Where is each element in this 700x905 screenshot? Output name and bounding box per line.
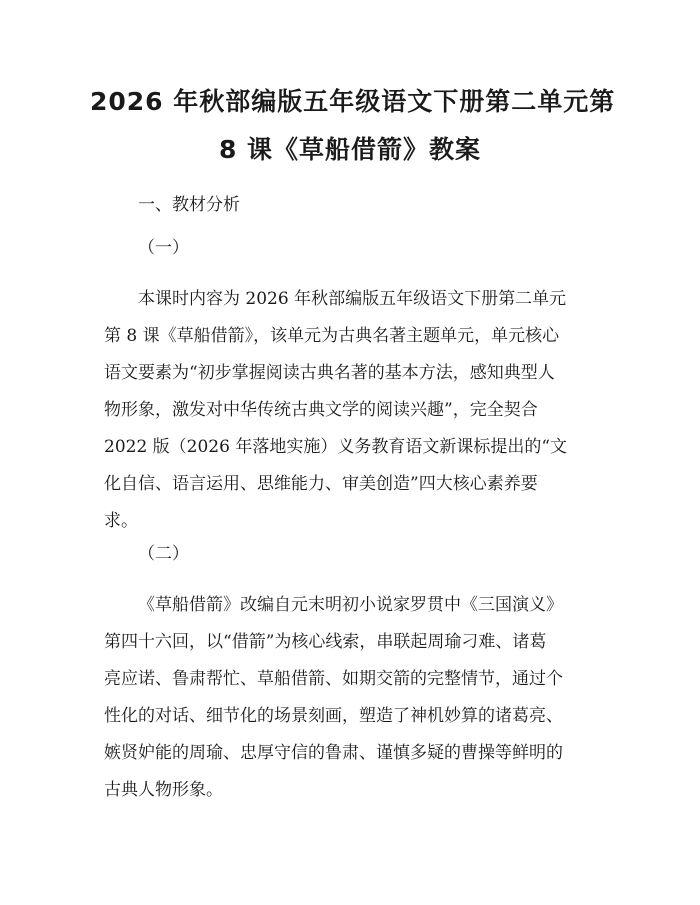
paragraph-line: 性化的对话、细节化的场景刻画，塑造了神机妙算的诸葛亮、 <box>104 706 563 726</box>
paragraph-line: 古典人物形象。 <box>104 780 223 800</box>
paragraph-line: 嫉贤妒能的周瑜、忠厚守信的鲁肃、谨慎多疑的曹操等鲜明的 <box>104 743 563 763</box>
paragraph-line: 《草船借箭》改编自元末明初小说家罗贯中《三国演义》 <box>138 595 563 615</box>
section-heading: 一、教材分析 <box>138 195 240 215</box>
paragraph-line: 第四十六回，以“借箭”为核心线索，串联起周瑜刁难、诸葛 <box>104 632 547 652</box>
subsection-label-2: （二） <box>138 544 189 564</box>
paragraph-line: 亮应诺、鲁肃帮忙、草船借箭、如期交箭的完整情节，通过个 <box>104 669 563 689</box>
paragraph-line: 语文要素为“初步掌握阅读古典名著的基本方法，感知典型人 <box>104 363 555 383</box>
paragraph-line: 第 8 课《草船借箭》，该单元为古典名著主题单元，单元核心 <box>104 326 560 346</box>
paragraph-line: 化自信、语言运用、思维能力、审美创造”四大核心素养要 <box>104 474 538 494</box>
subsection-label-1: （一） <box>138 238 189 258</box>
paragraph-2 <box>104 587 604 809</box>
document-title-line-1: 2026 年秋部编版五年级语文下册第二单元第 <box>90 87 616 116</box>
paragraph-line: 本课时内容为 2026 年秋部编版五年级语文下册第二单元 <box>138 289 567 309</box>
paragraph-line: 求。 <box>104 511 138 531</box>
document-title-line-2: 8 课《草船借箭》教案 <box>218 135 482 164</box>
paragraph-line: 物形象，激发对中华传统古典文学的阅读兴趣”，完全契合 <box>104 400 538 420</box>
paragraph-line: 2022 版（2026 年落地实施）义务教育语文新课标提出的“文 <box>104 437 568 457</box>
paragraph-1 <box>104 281 604 540</box>
